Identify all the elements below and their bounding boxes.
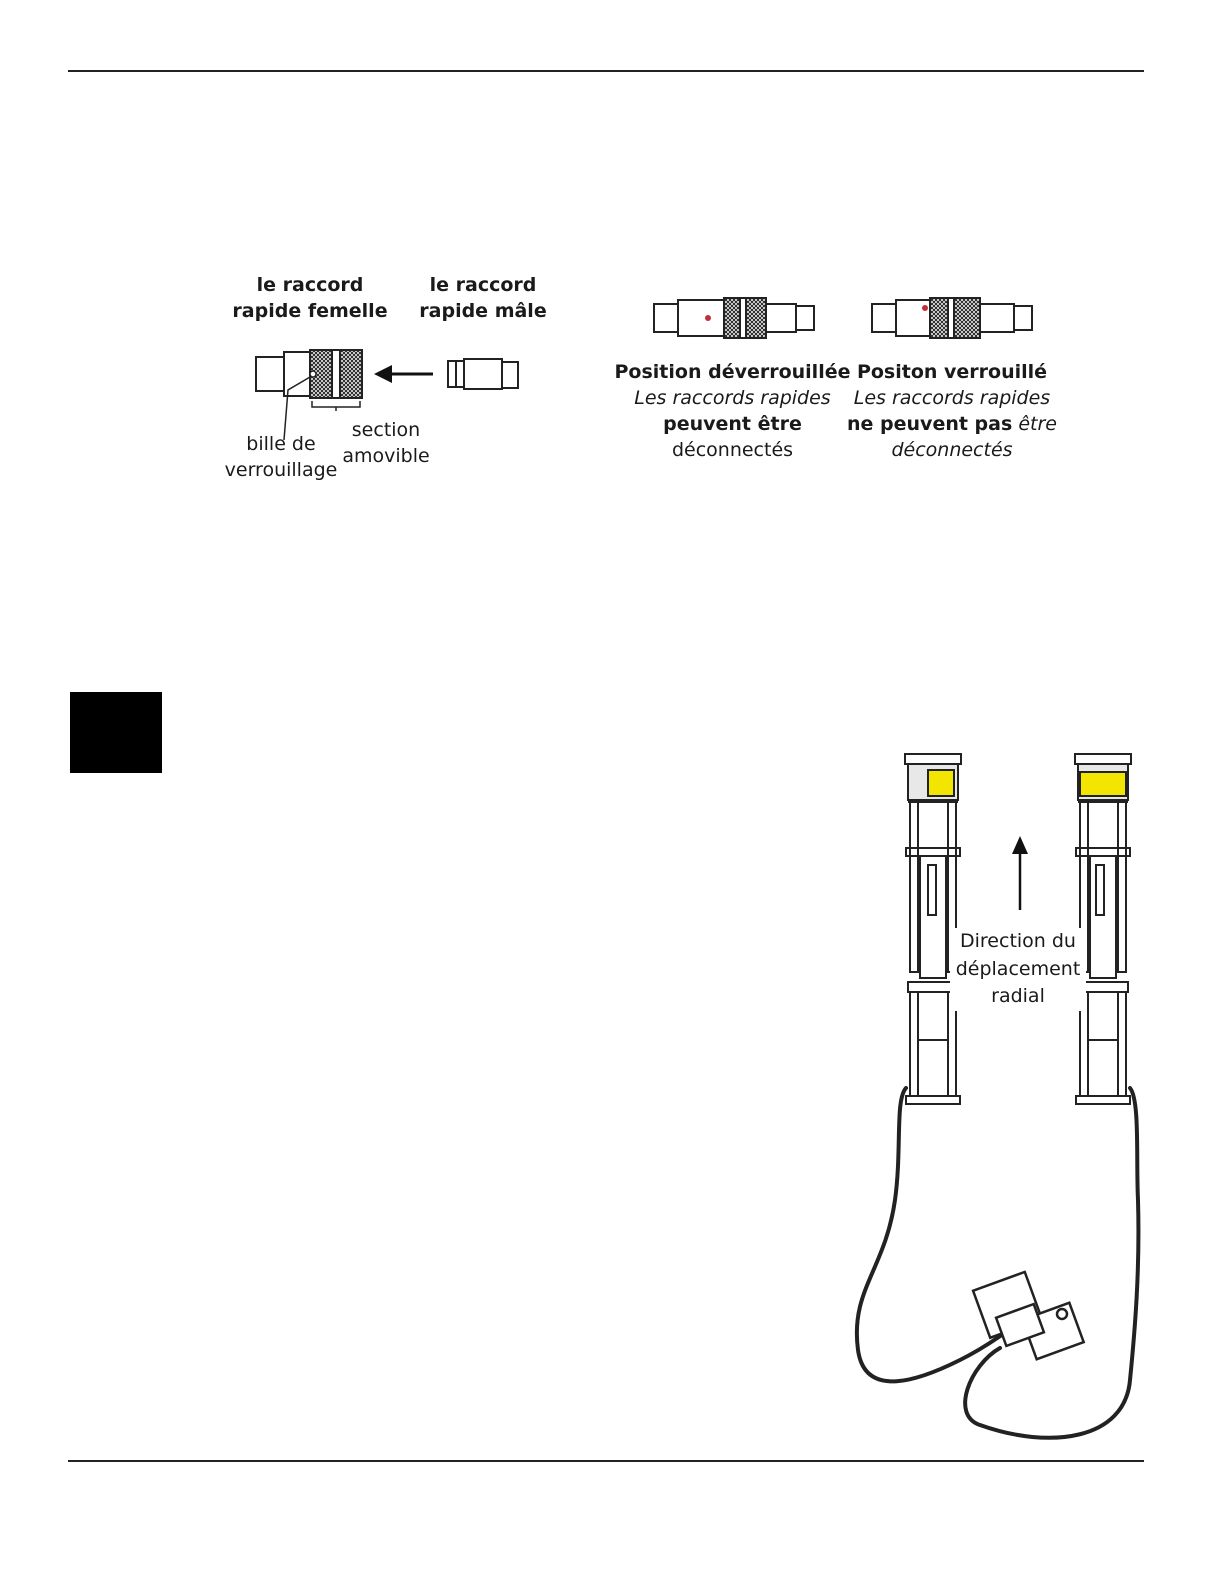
radial-direction-label: Direction du déplacement radial (950, 928, 1086, 1011)
locked-coupler-drawing (868, 296, 1038, 340)
hydraulic-pump-icon (973, 1272, 1084, 1359)
direction-arrow-icon (1012, 836, 1028, 910)
unlocked-coupler-drawing (650, 296, 820, 340)
unlocked-position-text: Position déverrouillée Les raccords rapides peuvent être déconnectés (614, 361, 851, 461)
male-coupler-icon (448, 359, 518, 389)
unlocked-title: Position déverrouillée (614, 361, 851, 383)
footer-rule (68, 1460, 1144, 1462)
insert-arrow-icon (374, 365, 433, 383)
locking-ball-label: bille de verrouillage (224, 433, 338, 481)
female-coupler-icon (256, 350, 362, 398)
female-coupler-label: le raccord rapide femelle (232, 274, 388, 322)
section-tab-marker (70, 692, 162, 773)
locked-title: Positon verrouillé (856, 361, 1048, 383)
removable-sleeve-label: section amovible (342, 419, 430, 467)
hydraulic-hoses (857, 1088, 1139, 1438)
radial-jack-pump-drawing (840, 750, 1150, 1450)
locked-position-text: Positon verrouillé Les raccords rapides ne peuvent pas être déconnectés (847, 361, 1057, 461)
sleeve-bracket (312, 401, 360, 411)
male-coupler-label: le raccord rapide mâle (419, 274, 547, 322)
header-rule (68, 70, 1144, 72)
locking-ball-icon (310, 371, 316, 377)
